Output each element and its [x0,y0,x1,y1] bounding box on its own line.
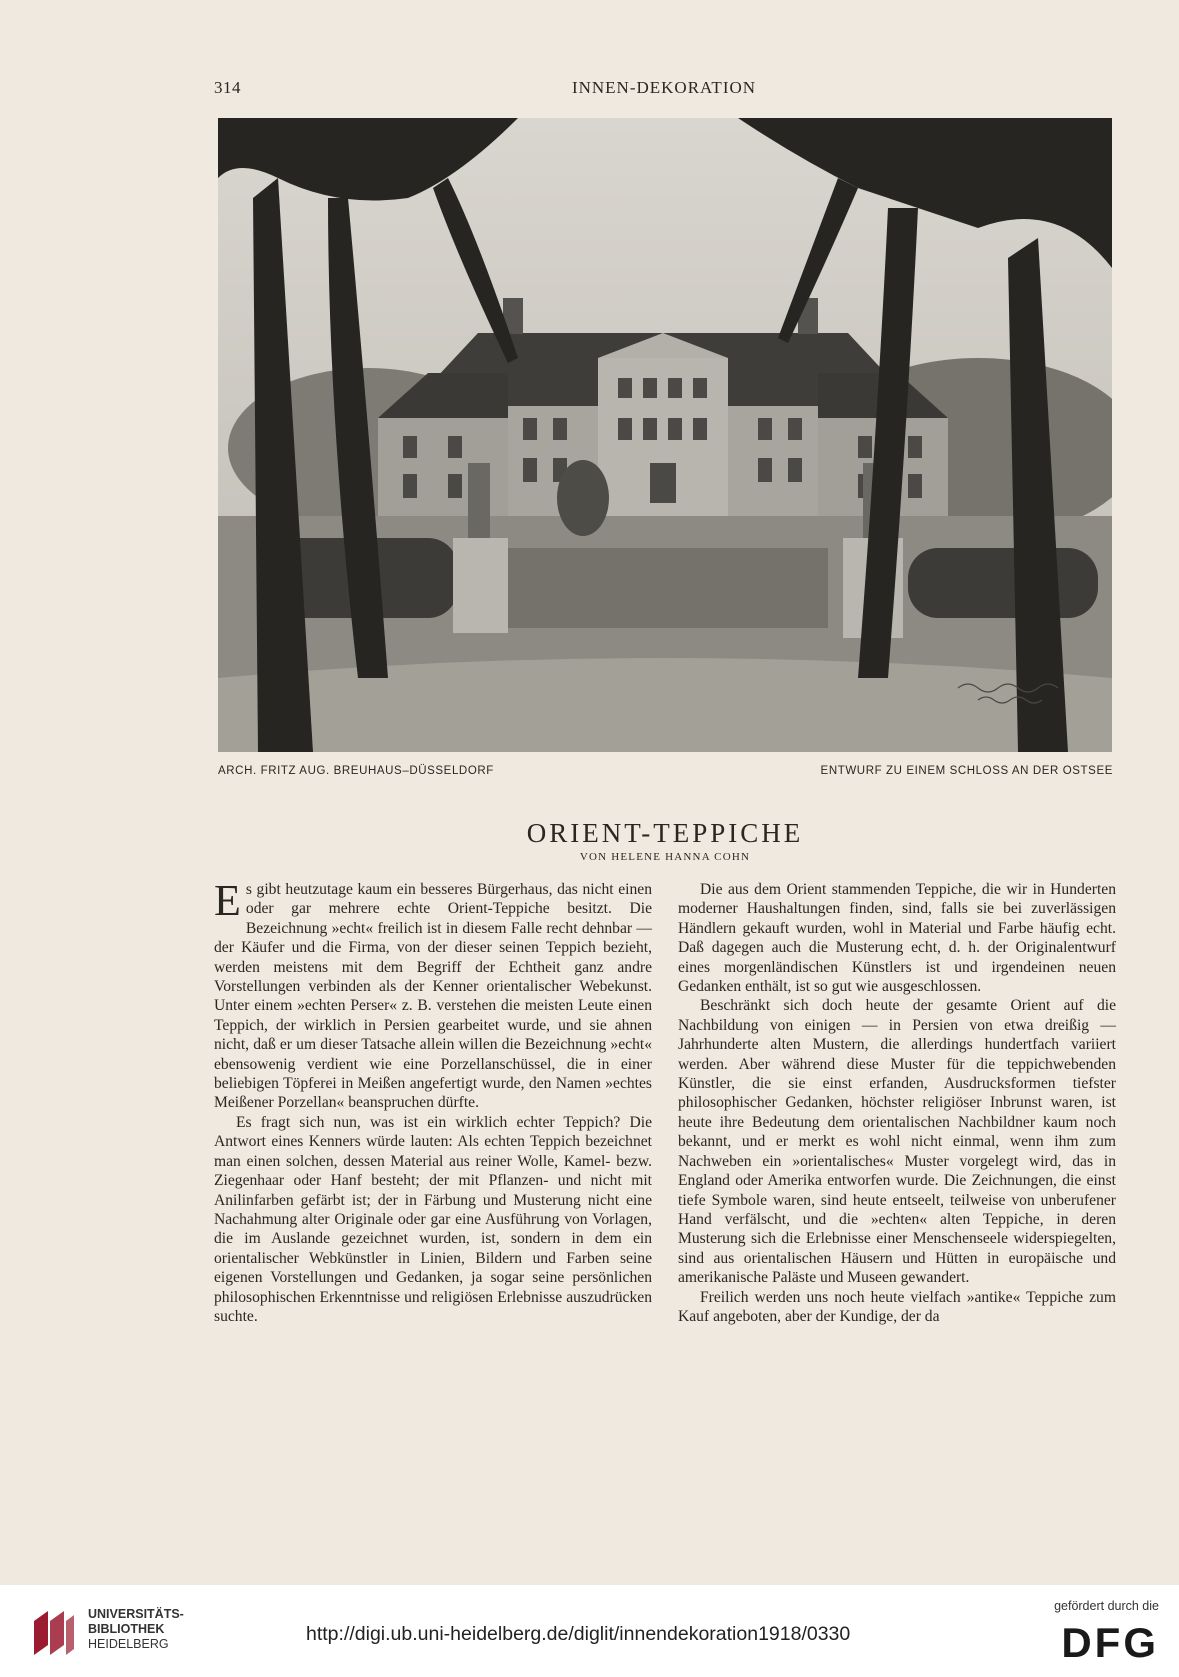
library-name-line: HEIDELBERG [88,1637,169,1651]
chateau-drawing [218,118,1112,752]
article-author: VON HELENE HANNA COHN [579,851,751,863]
dfg-logo: DFG [1061,1619,1159,1666]
permalink-url[interactable]: http://digi.ub.uni-heidelberg.de/diglit/innendekoration1918/0330 [306,1623,851,1645]
paragraph-text: s gibt heutzutage kaum ein besseres Bürgerhaus, das nicht einen oder gar mehrere echte Orient-Teppiche besitzt. Die Bezeichnung »echt« freilich ist in diesem Falle recht dehnbar — der Käufer und die Firma, von der dieser seinen Teppich bezieht, werden meistens mit dem Begriff der Echtheit ganz andre Vorstellungen verbinden als der Kenner orientalischer Webekunst. Unter einem »echten Perser« z. B. verstehen die meisten Leute einen Teppich, der wirklich in Persien gearbeitet wurde, und sie ahnen nicht, daß er um dieser Tatsache allein willen die Bezeichnung »echt« ebensowenig verdient wie eine Porzellanschüssel, die in einer beliebigen Töpferei in Meißen angefertigt wurde, den Namen »echtes Meißener Porzellan« beanspruchen dürfte. [214,881,652,1112]
drop-cap: E [214,876,241,925]
page-number: 314 [214,78,241,97]
library-name-line: BIBLIOTHEK [88,1622,165,1636]
journal-title: INNEN-DEKORATION [571,78,757,97]
paragraph [214,876,652,1113]
digitization-footer [0,1585,1179,1677]
paragraph: Es fragt sich nun, was ist ein wirklich echter Teppich? Die Antwort eines Kenners würde lauten: Als echten Teppich bezeichnet man einen solchen, dessen Material aus reiner Wolle, Kamel- bezw. Ziegenhaar oder Hanf besteht; der mit Pflanzen- und nicht mit Anilinfarben gefärbt ist; der in Färbung und Musterung nicht eine Nachahmung alter Originale oder gar eine Ausführung von Vorlagen, die im Auslande gezeichnet wurden, ist, sondern in dem ein orientalischer Webkünstler in Linien, Bildern und Farben seine eigenen Vorstellungen und Gedanken, ja sogar seine persönlichen philosophischen Erkenntnisse und religiösen Erlebnisse auszudrücken suchte. [214,1113,652,1325]
chateau-illustration [218,118,1112,752]
sponsor-text: gefördert durch die [1054,1599,1159,1613]
university-library-name [88,1607,184,1652]
caption-architect: ARCH. FRITZ AUG. BREUHAUS–DÜSSELDORF [218,765,494,777]
running-head [214,78,1114,102]
paragraph: Die aus dem Orient stammenden Teppiche, die wir in Hunderten moderner Haushaltungen finden, sind, falls sie bei zuverlässigen Händlern gekauft wurden, wohl in Material und Farbe häufig echt. Daß dagegen auch die Musterung echt, d. h. der Originalentwurf eines morgenländischen Künstlers ist und irgendeinen neuen Gedanken enthält, ist so gut wie ausgeschlossen. [678,881,1116,996]
library-name-line: UNIVERSITÄTS- [88,1607,184,1621]
text-column-right [678,880,1116,1326]
article-title: ORIENT-TEPPICHE [526,818,804,848]
university-library-logo-icon [30,1607,78,1659]
paragraph: Freilich werden uns noch heute vielfach »antike« Teppiche zum Kauf angeboten, aber der Kundige, der da [678,1288,1116,1325]
paragraph: Beschränkt sich doch heute der gesamte Orient auf die Nachbildung von einigen — in Persien von etwa dreißig — Jahrhunderte alten Mustern, die allerdings hundertfach variiert werden. Aber während diese Muster für die teppichwebenden Künstler, die sie einst erfanden, Ausdrucksformen tiefster philosophischer Gedanken, höchster religiöser Inbrunst waren, ist heute ihre Bedeutung dem orientalischen Nachbildner kaum noch bekannt, und er merkt es wohl nicht einmal, wenn ihm zum Nachweben ein »orientalisches« Muster vorgelegt wird, das in England oder Amerika entworfen wurde. Die Zeichnungen, die einst tiefe Symbole waren, sind heute entseelt, teilweise von unberufener Hand verfälscht, und die »echten« alten Teppiche, in deren Musterung sich die Erlebnisse einer Menschenseele widerspiegelten, sind aus orientalischen Häusern und Hütten in europäische und amerikanische Paläste und Museen gewandert. [678,997,1116,1287]
text-column-left [214,876,652,1326]
caption-description: ENTWURF ZU EINEM SCHLOSS AN DER OSTSEE [820,765,1113,777]
